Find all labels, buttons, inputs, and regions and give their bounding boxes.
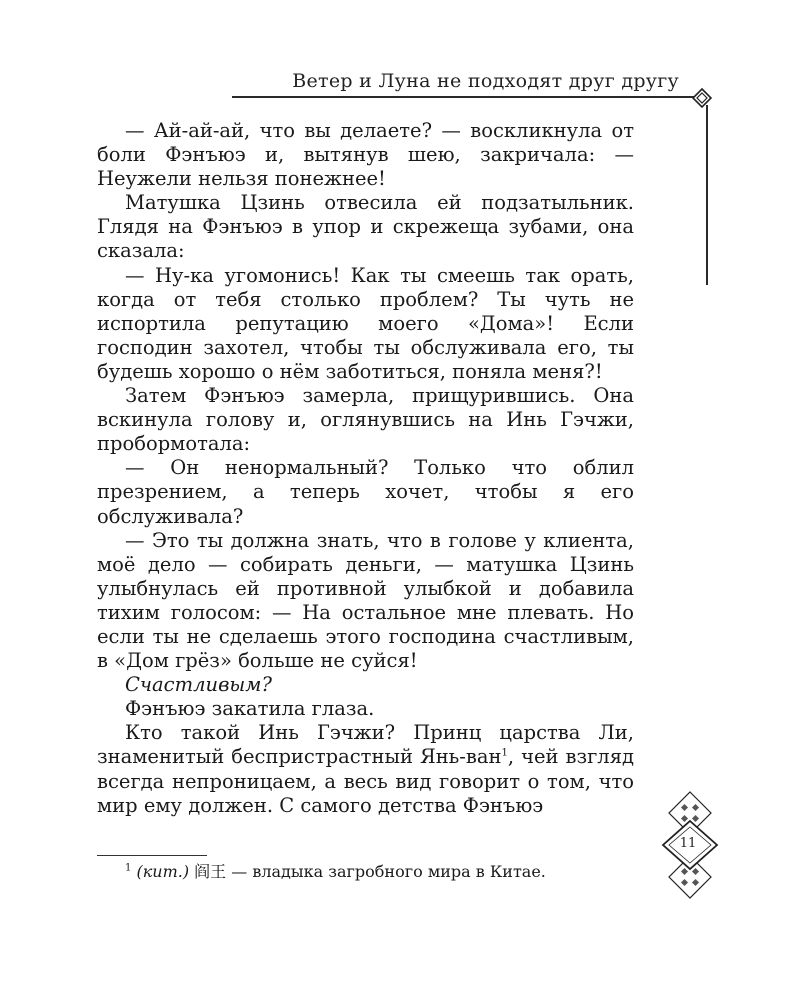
footnote-abbr: (кит.) (136, 862, 190, 881)
paragraph-text: Кто такой Инь Гэчжи? Принц царства Ли, знаменитый беспристрастный Янь-ван (97, 721, 634, 769)
footnote (97, 862, 634, 882)
paragraph-italic: Счастливым? (125, 673, 272, 697)
body-text (97, 119, 634, 818)
header-diamond-ornament (692, 88, 712, 108)
paragraph: Матушка Цзинь отвесила ей подзатыльник. Глядя на Фэнъюэ в упор и скрежеща зубами, она сказала: (97, 191, 634, 263)
paragraph: Затем Фэнъюэ замерла, прищурившись. Она вскинула голову и, оглянувшись на Инь Гэчжи, пробормотала: (97, 384, 634, 456)
page-number: 11 (679, 836, 697, 851)
paragraph: Фэнъюэ закатила глаза. (125, 697, 375, 721)
paragraph: — Это ты должна знать, что в голове у клиента, моё дело — собирать деньги, — матушка Цзинь улыбнулась ей противной улыбкой и добавила тихим голосом: — На остальное мне плевать. Но если ты не сделаешь этого господина счастливым, в «Дом грёз» больше не суйся! (97, 528, 634, 673)
header-rule (232, 96, 698, 98)
paragraph-text: чей взгляд всегда непроницаем, а весь вид говорит о том, что мир ему должен. С самого детства Фэнъюэ (97, 745, 634, 817)
paragraph-with-footnote: Кто такой Инь Гэчжи? Принц царства Ли, знаменитый беспристрастный Янь-ван$^1$, чей взгляд всегда непроницаем, а весь вид говорит о том, что мир ему должен. С самого детства Фэнъюэ (97, 721, 634, 817)
running-header: Ветер и Луна не подходят друг другу (292, 70, 679, 92)
paragraph: — Ну-ка угомонись! Как ты смеешь так орать, когда от тебя столько проблем? Ты чуть не испортила репутацию моего «Дома»! Если господин захотел, чтобы ты обслуживала его, ты будешь хорошо о нём заботиться, поняла меня?! (97, 263, 634, 383)
paragraph: — Он ненормальный? Только что облил презрением, а теперь хочет, чтобы я его обслуживала? (97, 456, 634, 528)
footnote-marker: 1 (125, 862, 132, 874)
side-rule (706, 105, 708, 285)
footnote-rule (97, 855, 207, 856)
paragraph: — Ай-ай-ай, что вы делаете? — воскликнула от боли Фэнъюэ и, вытянув шею, закричала: — Неужели нельзя понежнее! (97, 119, 634, 191)
footnote-reference: 1 (501, 747, 508, 759)
footnote-text: 阎王 — владыка загробного мира в Китае. (194, 862, 546, 881)
